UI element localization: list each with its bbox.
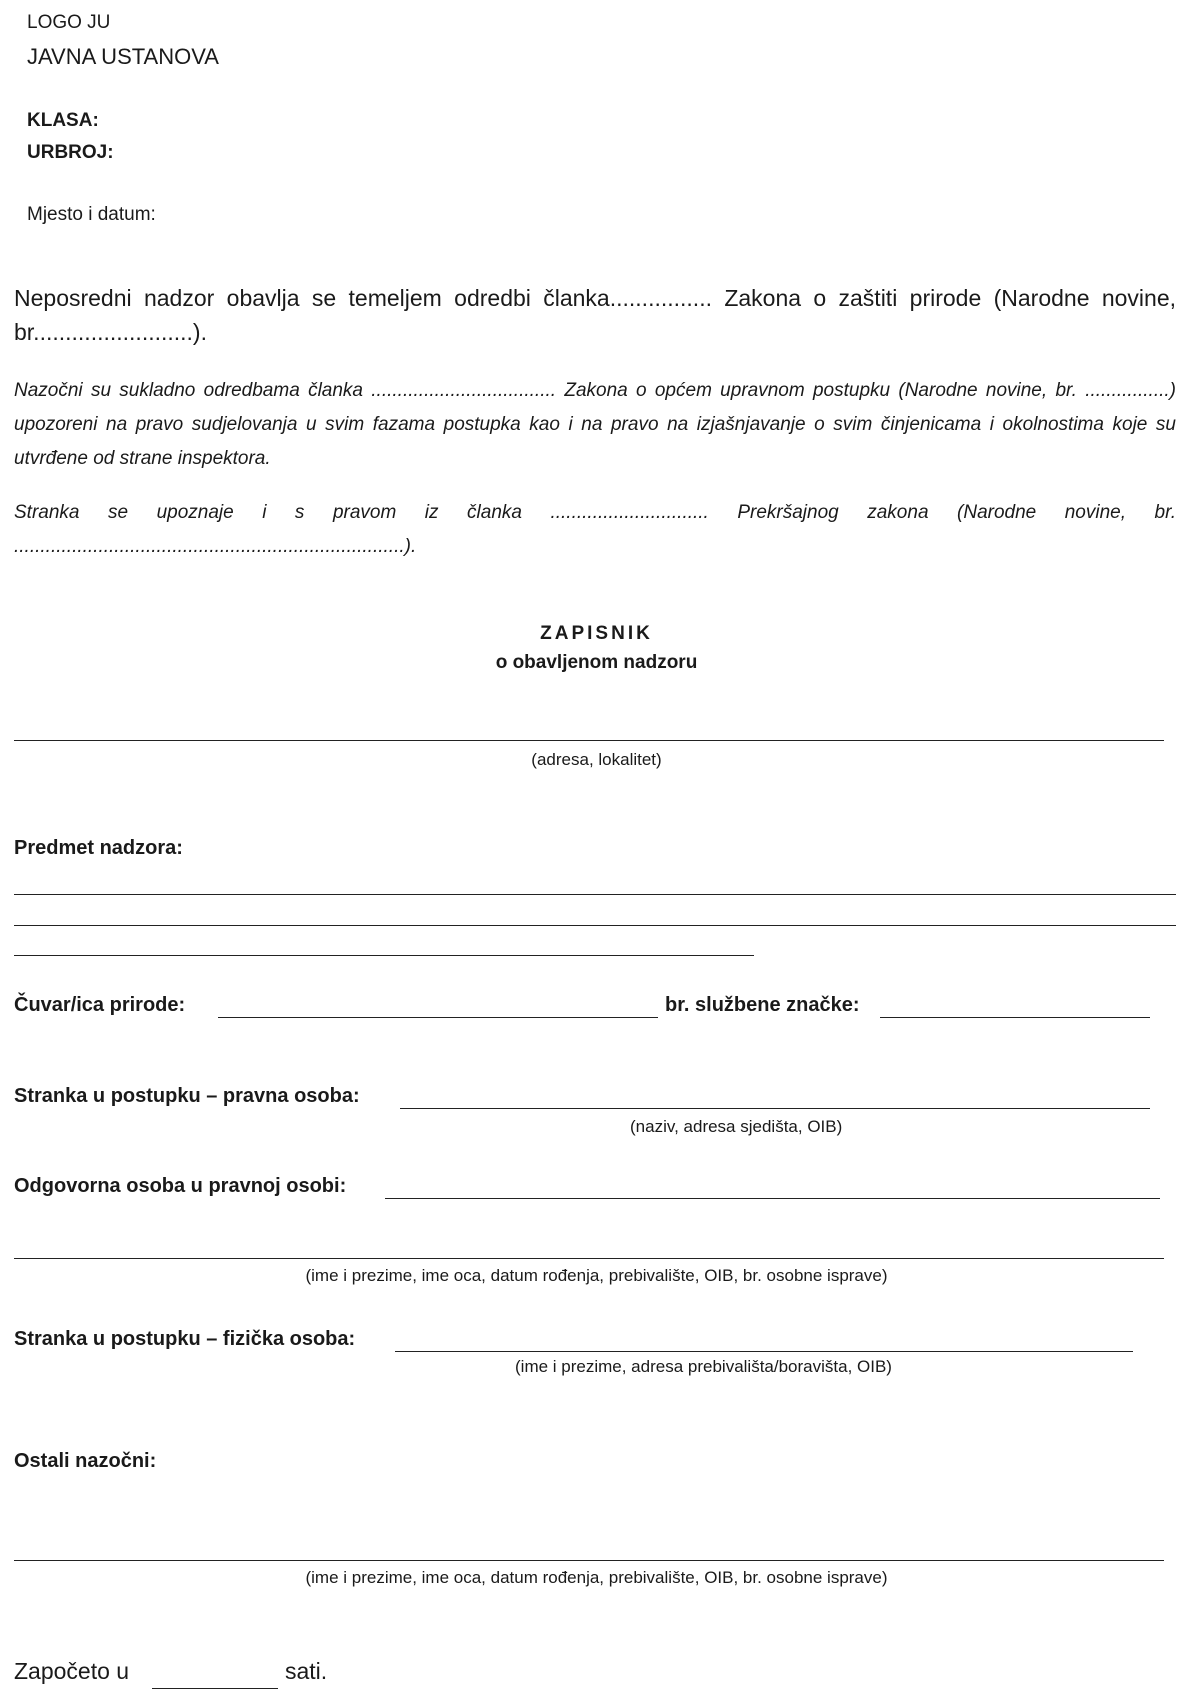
badge-label: br. službene značke: <box>665 994 860 1016</box>
legal-party-label: Stranka u postupku – pravna osoba: <box>14 1085 360 1107</box>
others-line[interactable] <box>14 1560 1164 1561</box>
intro-paragraph-misdemeanor: Stranka se upoznaje i s pravom iz članka .............................. Prekršajnog zakona (Narodne novine, br. ..........................................................................). <box>14 502 1176 557</box>
others-label: Ostali nazočni: <box>14 1450 157 1472</box>
urbroj-label: URBROJ: <box>27 142 114 163</box>
intro-paragraph-legal-basis: Neposredni nadzor obavlja se temeljem odredbi članka................ Zakona o zaštiti prirode (Narodne novine, br.........................). <box>14 285 1176 345</box>
others-caption: (ime i prezime, ime oca, datum rođenja, prebivalište, OIB, br. osobne isprave) <box>305 1568 888 1587</box>
institution-name: JAVNA USTANOVA <box>27 44 219 69</box>
subject-line-3[interactable] <box>14 955 754 956</box>
subject-line-2[interactable] <box>14 925 1176 926</box>
logo-placeholder: LOGO JU <box>27 12 111 33</box>
place-date-label: Mjesto i datum: <box>27 204 156 225</box>
started-time-line[interactable] <box>152 1688 278 1689</box>
legal-party-line[interactable] <box>400 1108 1150 1109</box>
document-subtitle: o obavljenom nadzoru <box>495 652 698 673</box>
legal-party-caption: (naziv, adresa sjedišta, OIB) <box>630 1117 843 1136</box>
natural-party-caption: (ime i prezime, adresa prebivališta/boravišta, OIB) <box>515 1357 892 1376</box>
intro-paragraph-rights: Nazočni su sukladno odredbama članka ................................... Zakona o općem upravnom postupku (Narodne novine, br. ................) upozoreni na pravo sudjelovanja u svim fazama postupka kao i na pravo na izjašnjavanje o svim činjenicama i okolnostima koje su utvrđene od strane inspektora. <box>14 380 1176 469</box>
started-suffix: sati. <box>285 1658 328 1684</box>
subject-line-1[interactable] <box>14 894 1176 895</box>
natural-party-line[interactable] <box>395 1351 1133 1352</box>
started-label: Započeto u <box>14 1658 130 1684</box>
klasa-label: KLASA: <box>27 110 99 131</box>
guard-name-line[interactable] <box>218 1017 658 1018</box>
document-title: ZAPISNIK <box>540 623 653 644</box>
natural-party-label: Stranka u postupku – fizička osoba: <box>14 1328 356 1350</box>
responsible-caption: (ime i prezime, ime oca, datum rođenja, prebivalište, OIB, br. osobne isprave) <box>305 1266 888 1285</box>
guard-label: Čuvar/ica prirode: <box>14 994 186 1016</box>
subject-label: Predmet nadzora: <box>14 837 183 859</box>
address-caption: (adresa, lokalitet) <box>531 750 662 769</box>
responsible-line-1[interactable] <box>385 1198 1160 1199</box>
badge-number-line[interactable] <box>880 1017 1150 1018</box>
responsible-label: Odgovorna osoba u pravnoj osobi: <box>14 1175 347 1197</box>
address-line[interactable] <box>14 740 1164 741</box>
responsible-line-2[interactable] <box>14 1258 1164 1259</box>
